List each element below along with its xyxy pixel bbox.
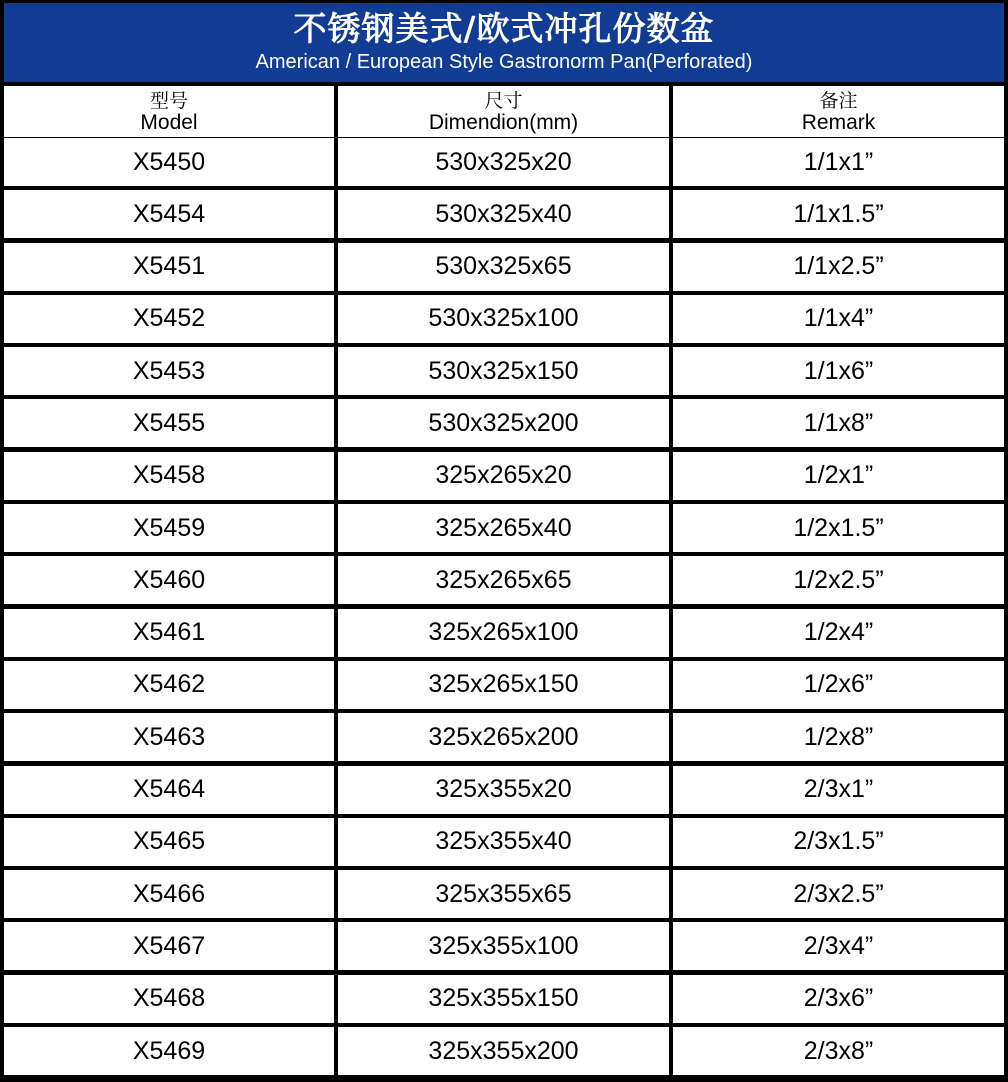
table-cell-remark: 1/1x4” xyxy=(673,295,1004,343)
table-cell-remark: 1/1x2.5” xyxy=(673,243,1004,291)
table-cell-remark: 1/2x2.5” xyxy=(673,556,1004,604)
header-dimension-cn: 尺寸 xyxy=(484,89,523,112)
title-chinese: 不锈钢美式/欧式冲孔份数盆 xyxy=(293,9,715,48)
table-cell-model: X5468 xyxy=(4,975,334,1023)
header-remark-cn: 备注 xyxy=(819,89,858,112)
table-cell-dimension: 325x355x65 xyxy=(338,870,669,918)
table-cell-remark: 2/3x1.5” xyxy=(673,818,1004,866)
table-cell-remark: 2/3x6” xyxy=(673,975,1004,1023)
table-cell-model: X5469 xyxy=(4,1027,334,1075)
table-cell-dimension: 325x355x20 xyxy=(338,766,669,814)
table-cell-model: X5459 xyxy=(4,504,334,552)
table-cell-remark: 2/3x1” xyxy=(673,766,1004,814)
table-cell-model: X5455 xyxy=(4,399,334,447)
table-cell-dimension: 530x325x100 xyxy=(338,295,669,343)
table-cell-dimension: 530x325x20 xyxy=(338,138,669,186)
table-cell-model: X5466 xyxy=(4,870,334,918)
header-model-en: Model xyxy=(140,110,198,134)
title-english: American / European Style Gastronorm Pan(Perforated) xyxy=(255,51,753,73)
table-cell-model: X5460 xyxy=(4,556,334,604)
table-cell-remark: 2/3x4” xyxy=(673,922,1004,970)
table-cell-dimension: 325x265x40 xyxy=(338,504,669,552)
header-model xyxy=(4,86,334,137)
table-cell-remark: 2/3x8” xyxy=(673,1027,1004,1075)
table-cell-remark: 1/2x1.5” xyxy=(673,504,1004,552)
table-header xyxy=(4,86,1004,134)
table-body xyxy=(4,138,1004,1075)
table-cell-model: X5458 xyxy=(4,452,334,500)
table-cell-model: X5452 xyxy=(4,295,334,343)
table-cell-remark: 1/2x1” xyxy=(673,452,1004,500)
title-banner xyxy=(4,3,1004,82)
table-cell-model: X5464 xyxy=(4,766,334,814)
table-cell-model: X5467 xyxy=(4,922,334,970)
table-cell-model: X5465 xyxy=(4,818,334,866)
table-cell-dimension: 325x265x20 xyxy=(338,452,669,500)
table-cell-dimension: 325x355x200 xyxy=(338,1027,669,1075)
table-cell-model: X5454 xyxy=(4,190,334,238)
table-cell-dimension: 530x325x65 xyxy=(338,243,669,291)
table-cell-remark: 1/2x6” xyxy=(673,661,1004,709)
table-cell-dimension: 325x355x40 xyxy=(338,818,669,866)
table-cell-dimension: 530x325x40 xyxy=(338,190,669,238)
header-remark xyxy=(673,86,1004,137)
table-cell-remark: 1/1x6” xyxy=(673,347,1004,395)
table-cell-model: X5462 xyxy=(4,661,334,709)
table-cell-model: X5453 xyxy=(4,347,334,395)
table-cell-dimension: 325x355x100 xyxy=(338,922,669,970)
table-cell-dimension: 325x265x65 xyxy=(338,556,669,604)
table-cell-model: X5463 xyxy=(4,713,334,761)
table-cell-model: X5461 xyxy=(4,609,334,657)
table-cell-remark: 2/3x2.5” xyxy=(673,870,1004,918)
table-cell-remark: 1/1x1” xyxy=(673,138,1004,186)
table-cell-model: X5450 xyxy=(4,138,334,186)
table-cell-remark: 1/2x4” xyxy=(673,609,1004,657)
table-cell-dimension: 325x265x150 xyxy=(338,661,669,709)
header-dimension-en: Dimendion(mm) xyxy=(428,110,579,134)
header-dimension xyxy=(338,86,669,137)
table-cell-remark: 1/1x1.5” xyxy=(673,190,1004,238)
table-cell-dimension: 530x325x150 xyxy=(338,347,669,395)
table-cell-dimension: 325x265x200 xyxy=(338,713,669,761)
table-cell-dimension: 530x325x200 xyxy=(338,399,669,447)
table-cell-model: X5451 xyxy=(4,243,334,291)
table-cell-remark: 1/1x8” xyxy=(673,399,1004,447)
table-cell-remark: 1/2x8” xyxy=(673,713,1004,761)
table-cell-dimension: 325x265x100 xyxy=(338,609,669,657)
header-model-cn: 型号 xyxy=(149,89,188,112)
table-cell-dimension: 325x355x150 xyxy=(338,975,669,1023)
header-remark-en: Remark xyxy=(801,110,876,134)
